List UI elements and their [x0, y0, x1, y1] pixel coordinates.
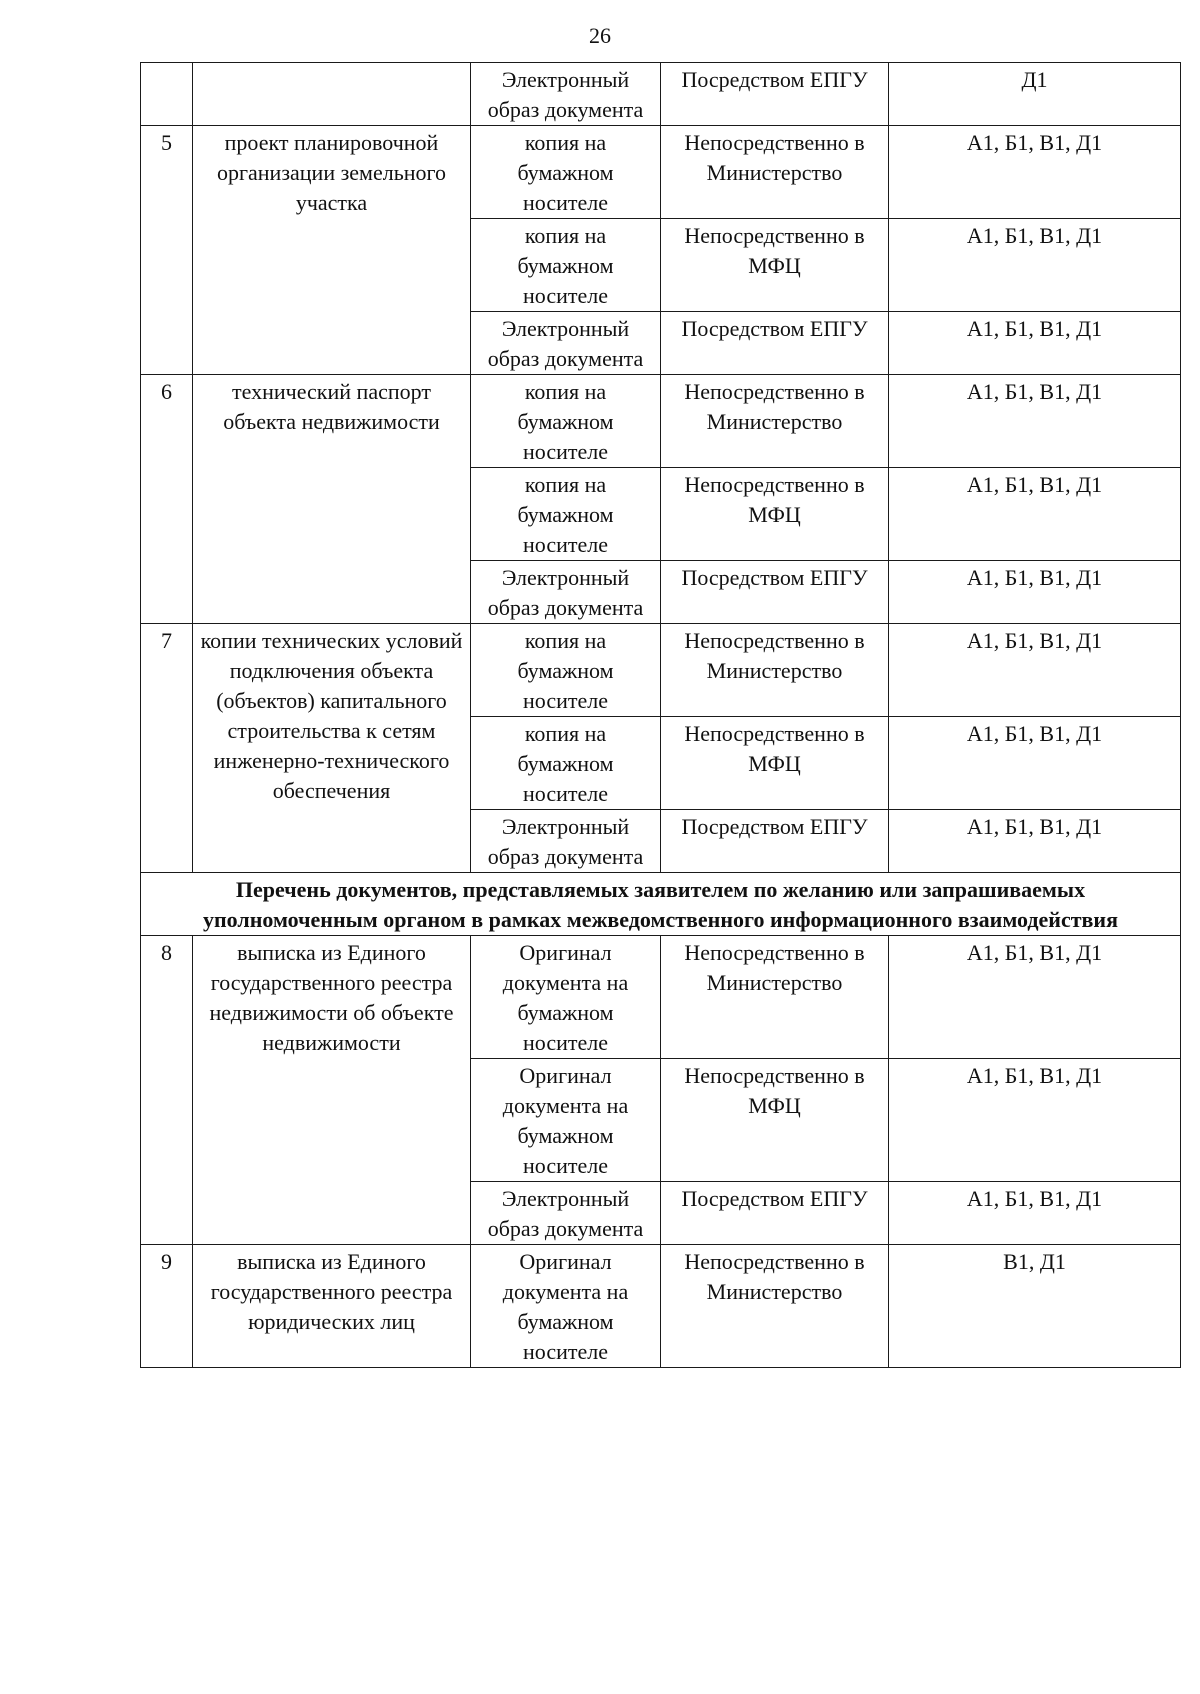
applicant-codes-cell: А1, Б1, В1, Д1 — [889, 936, 1181, 1059]
document-form-cell: Электронный образ документа — [471, 312, 661, 375]
applicant-codes-cell: А1, Б1, В1, Д1 — [889, 126, 1181, 219]
row-number-cell: 7 — [141, 624, 193, 873]
submission-method-cell: Непосредственно в Министерство — [661, 375, 889, 468]
submission-method-cell: Посредством ЕПГУ — [661, 561, 889, 624]
submission-method-cell: Непосредственно в Министерство — [661, 1245, 889, 1368]
documents-table-body — [141, 63, 1181, 1368]
document-form-cell: Оригинал документа на бумажном носителе — [471, 1059, 661, 1182]
section-heading-row — [141, 873, 1181, 936]
document-form-cell: копия на бумажном носителе — [471, 624, 661, 717]
table-row — [141, 63, 1181, 126]
row-number-cell: 5 — [141, 126, 193, 375]
submission-method-cell: Непосредственно в Министерство — [661, 624, 889, 717]
document-name-cell: проект планировочной организации земельного участка — [193, 126, 471, 375]
document-form-cell: копия на бумажном носителе — [471, 126, 661, 219]
submission-method-cell: Посредством ЕПГУ — [661, 1182, 889, 1245]
table-row — [141, 1245, 1181, 1368]
submission-method-cell: Посредством ЕПГУ — [661, 312, 889, 375]
applicant-codes-cell: А1, Б1, В1, Д1 — [889, 1182, 1181, 1245]
applicant-codes-cell: А1, Б1, В1, Д1 — [889, 312, 1181, 375]
submission-method-cell: Непосредственно в МФЦ — [661, 717, 889, 810]
document-name-cell: технический паспорт объекта недвижимости — [193, 375, 471, 624]
applicant-codes-cell: А1, Б1, В1, Д1 — [889, 219, 1181, 312]
document-form-cell: Оригинал документа на бумажном носителе — [471, 1245, 661, 1368]
applicant-codes-cell: Д1 — [889, 63, 1181, 126]
applicant-codes-cell: А1, Б1, В1, Д1 — [889, 717, 1181, 810]
section-heading: Перечень документов, представляемых заявителем по желанию или запрашиваемых уполномоченным органом в рамках межведомственного информационного взаимодействия — [141, 873, 1181, 936]
document-form-cell: копия на бумажном носителе — [471, 375, 661, 468]
applicant-codes-cell: А1, Б1, В1, Д1 — [889, 375, 1181, 468]
submission-method-cell: Непосредственно в Министерство — [661, 126, 889, 219]
submission-method-cell: Непосредственно в МФЦ — [661, 468, 889, 561]
document-name-cell: выписка из Единого государственного реестра недвижимости об объекте недвижимости — [193, 936, 471, 1245]
applicant-codes-cell: А1, Б1, В1, Д1 — [889, 468, 1181, 561]
row-number-cell: 8 — [141, 936, 193, 1245]
row-number-cell: 9 — [141, 1245, 193, 1368]
applicant-codes-cell: А1, Б1, В1, Д1 — [889, 624, 1181, 717]
table-row — [141, 126, 1181, 219]
table-row — [141, 375, 1181, 468]
document-form-cell: Электронный образ документа — [471, 810, 661, 873]
submission-method-cell: Непосредственно в МФЦ — [661, 219, 889, 312]
document-name-cell: копии технических условий подключения объекта (объектов) капитального строительства к сетям инженерно-технического обеспечения — [193, 624, 471, 873]
document-form-cell: копия на бумажном носителе — [471, 717, 661, 810]
document-form-cell: Оригинал документа на бумажном носителе — [471, 936, 661, 1059]
document-form-cell: Электронный образ документа — [471, 1182, 661, 1245]
applicant-codes-cell: В1, Д1 — [889, 1245, 1181, 1368]
row-number-cell — [141, 63, 193, 126]
document-form-cell: Электронный образ документа — [471, 63, 661, 126]
row-number-cell: 6 — [141, 375, 193, 624]
applicant-codes-cell: А1, Б1, В1, Д1 — [889, 561, 1181, 624]
documents-table — [140, 62, 1181, 1368]
submission-method-cell: Посредством ЕПГУ — [661, 63, 889, 126]
document-name-cell: выписка из Единого государственного реестра юридических лиц — [193, 1245, 471, 1368]
submission-method-cell: Посредством ЕПГУ — [661, 810, 889, 873]
submission-method-cell: Непосредственно в МФЦ — [661, 1059, 889, 1182]
document-name-cell — [193, 63, 471, 126]
submission-method-cell: Непосредственно в Министерство — [661, 936, 889, 1059]
applicant-codes-cell: А1, Б1, В1, Д1 — [889, 810, 1181, 873]
page-number: 26 — [589, 23, 611, 48]
document-form-cell: копия на бумажном носителе — [471, 468, 661, 561]
document-form-cell: Электронный образ документа — [471, 561, 661, 624]
table-row — [141, 624, 1181, 717]
applicant-codes-cell: А1, Б1, В1, Д1 — [889, 1059, 1181, 1182]
document-form-cell: копия на бумажном носителе — [471, 219, 661, 312]
table-row — [141, 936, 1181, 1059]
